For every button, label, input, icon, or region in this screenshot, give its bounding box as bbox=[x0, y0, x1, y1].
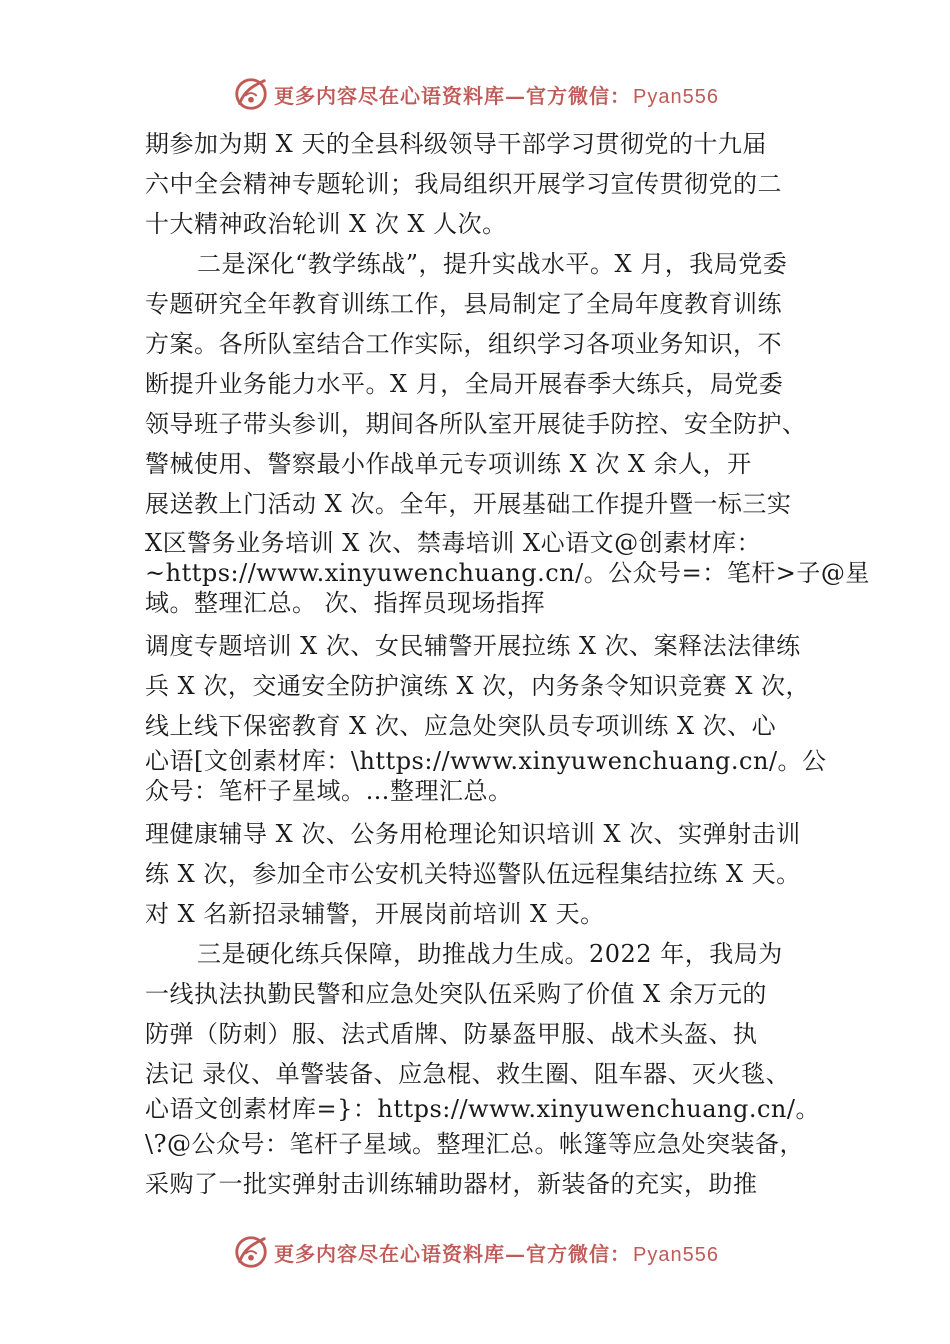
body-line: 警械使用、警察最小作战单元专项训练 X 次 X 余人，开 bbox=[145, 450, 752, 478]
body-line: 十大精神政治轮训 X 次 X 人次。 bbox=[145, 210, 507, 238]
logo-icon bbox=[232, 75, 270, 113]
body-line: 期参加为期 X 天的全县科级领导干部学习贯彻党的十九届 bbox=[145, 130, 767, 158]
body-line: 防弹（防刺）服、法式盾牌、防暴盔甲服、战术头盔、执 bbox=[145, 1020, 758, 1048]
body-line: 线上线下保密教育 X 次、应急处突队员专项训练 X 次、心 bbox=[145, 712, 777, 740]
header-banner-label: 更多内容尽在心语资料库—官方微信： bbox=[274, 83, 631, 108]
body-line: 断提升业务能力水平。X 月，全局开展春季大练兵，局党委 bbox=[145, 370, 784, 398]
body-line: 域。整理汇总。 次、指挥员现场指挥 bbox=[145, 589, 546, 617]
logo-icon bbox=[232, 1233, 270, 1271]
document-body bbox=[145, 124, 870, 1204]
body-line: 一线执法执勤民警和应急处突队伍采购了价值 X 余万元的 bbox=[145, 980, 767, 1008]
body-line: 二是深化“教学练战”，提升实战水平。X 月，我局党委 bbox=[197, 250, 788, 278]
body-line: 心语[文创素材库：\https://www.xinyuwenchuang.cn/。公 bbox=[145, 747, 827, 775]
body-line: 心语文创素材库=}：https://www.xinyuwenchuang.cn/。 bbox=[145, 1095, 820, 1123]
footer-banner bbox=[232, 1230, 752, 1274]
body-line: \?@公众号：笔杆子星域。整理汇总。帐篷等应急处突装备， bbox=[145, 1130, 804, 1158]
header-wechat-id: Pyan556 bbox=[633, 85, 719, 108]
body-line: 展送教上门活动 X 次。全年，开展基础工作提升暨一标三实 bbox=[145, 490, 792, 518]
body-line: 众号：笔杆子星域。…整理汇总。 bbox=[145, 777, 513, 805]
body-line: 理健康辅导 X 次、公务用枪理论知识培训 X 次、实弹射击训 bbox=[145, 820, 801, 848]
body-line: ~https://www.xinyuwenchuang.cn/。公众号=：笔杆>子@星 bbox=[145, 559, 870, 587]
footer-banner-text bbox=[274, 1238, 719, 1267]
body-line: 三是硬化练兵保障，助推战力生成。2022 年，我局为 bbox=[197, 940, 783, 968]
body-line: 六中全会精神专题轮训；我局组织开展学习宣传贯彻党的二 bbox=[145, 170, 782, 198]
body-line: X区警务业务培训 X 次、禁毒培训 X心语文@创素材库： bbox=[145, 529, 762, 557]
header-banner-text bbox=[274, 80, 719, 109]
body-line: 练 X 次，参加全市公安机关特巡警队伍远程集结拉练 X 天。 bbox=[145, 860, 801, 888]
body-line: 对 X 名新招录辅警，开展岗前培训 X 天。 bbox=[145, 900, 605, 928]
body-line: 采购了一批实弹射击训练辅助器材，新装备的充实，助推 bbox=[145, 1170, 758, 1198]
body-line: 调度专题培训 X 次、女民辅警开展拉练 X 次、案释法法律练 bbox=[145, 632, 801, 660]
footer-banner-label: 更多内容尽在心语资料库—官方微信： bbox=[274, 1241, 631, 1266]
body-line: 领导班子带头参训，期间各所队室开展徒手防控、安全防护、 bbox=[145, 410, 807, 438]
header-banner bbox=[232, 72, 752, 116]
body-line: 兵 X 次，交通安全防护演练 X 次，内务条令知识竞赛 X 次， bbox=[145, 672, 811, 700]
body-line: 方案。各所队室结合工作实际，组织学习各项业务知识，不 bbox=[145, 330, 782, 358]
body-line: 专题研究全年教育训练工作，县局制定了全局年度教育训练 bbox=[145, 290, 782, 318]
body-line: 法记 录仪、单警装备、应急棍、救生圈、阻车器、灭火毯、 bbox=[145, 1060, 791, 1088]
footer-wechat-id: Pyan556 bbox=[633, 1243, 719, 1266]
